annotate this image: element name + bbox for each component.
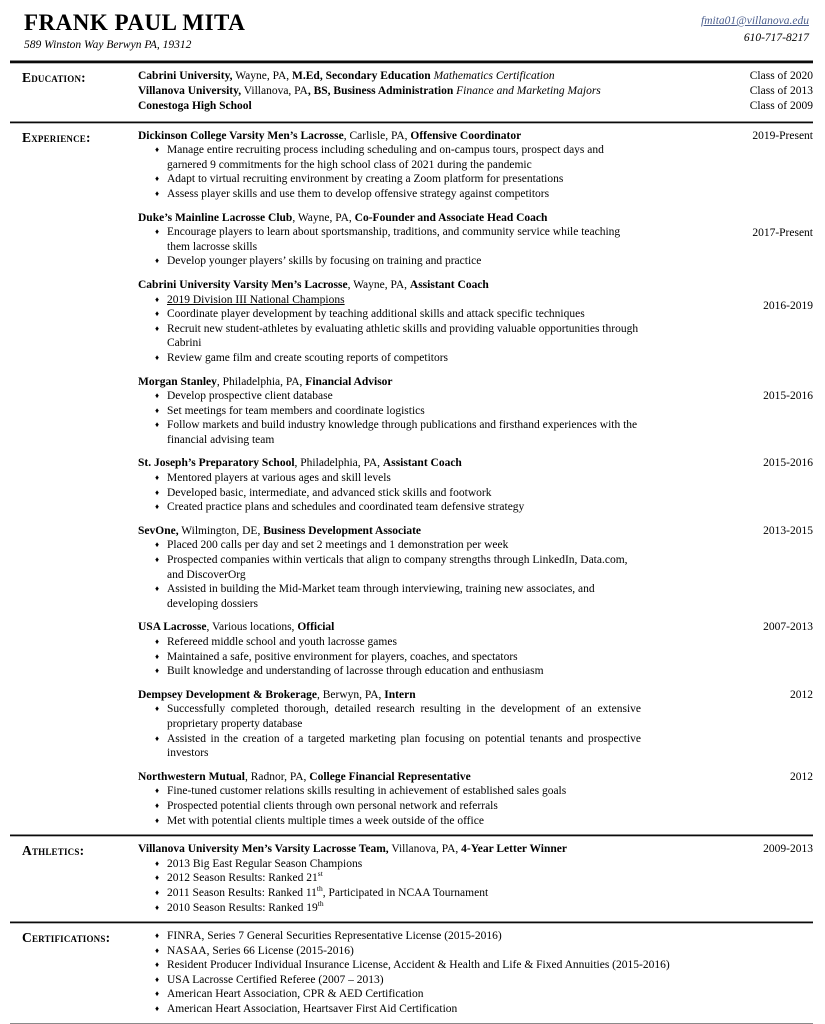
text-segment: Assisted in building the Mid-Market team through interviewing, training new associates, and developing dossiers	[167, 583, 595, 610]
text-segment: Offensive Coordinator	[410, 129, 522, 142]
text-segment: USA Lacrosse	[138, 621, 207, 634]
bullet-text	[167, 958, 813, 973]
text-segment: Dempsey Development & Brokerage	[138, 688, 317, 701]
bullet	[138, 351, 721, 366]
diamond-bullet-icon: ♦	[155, 188, 160, 198]
diamond-bullet-icon: ♦	[155, 902, 160, 912]
text-segment: Mentored players at various ages and skill levels	[167, 472, 391, 485]
bullet	[138, 886, 721, 901]
diamond-bullet-icon: ♦	[155, 887, 160, 897]
certifications-label: Certifications:	[22, 930, 111, 946]
diamond-bullet-icon: ♦	[155, 584, 160, 594]
text-segment: 2011 Season Results: Ranked 11	[167, 886, 317, 899]
bullet	[138, 553, 721, 582]
certification-item	[138, 987, 813, 1002]
text-segment: SevOne,	[138, 524, 179, 537]
experience-jobs	[138, 129, 813, 829]
education-row	[138, 84, 813, 99]
bullet	[138, 293, 721, 308]
job-date: 2015-2016	[763, 457, 813, 470]
bullet	[138, 635, 721, 650]
diamond-bullet-icon: ♦	[155, 227, 160, 237]
bullet-text	[167, 635, 641, 650]
text-segment: Developed basic, intermediate, and advanced stick skills and footwork	[167, 486, 492, 499]
job-date: 2017-Present	[752, 226, 813, 239]
certification-item	[138, 973, 813, 988]
education-rows	[138, 69, 813, 115]
diamond-bullet-icon: ♦	[155, 651, 160, 661]
text-segment: Resident Producer Individual Insurance License, Accident & Health and Life & Fixed Annuities (2015-2016)	[167, 959, 670, 972]
text-segment: 2012 Season Results: Ranked 21	[167, 872, 318, 885]
bullet-text	[167, 553, 641, 582]
text-segment: Review game film and create scouting reports of competitors	[167, 351, 449, 364]
bullet-text	[167, 1002, 813, 1017]
text-segment: Manage entire recruiting process including scheduling and on-campus tours, prospect days and garnered 9 commitments for the high school class of 2021 during the pandemic	[167, 144, 604, 171]
job-main	[138, 375, 721, 448]
diamond-bullet-icon: ♦	[155, 323, 160, 333]
bullet	[138, 898, 721, 916]
job-title	[138, 524, 721, 539]
job-title	[138, 211, 721, 226]
text-segment: Recruit new student-athletes by evaluating athletic skills and providing valuable opportunities through Cabrini	[167, 322, 639, 350]
certification-list	[138, 929, 813, 1017]
diamond-bullet-icon: ♦	[155, 555, 160, 565]
bullet-text	[167, 898, 641, 916]
text-segment: Villanova, PA	[241, 85, 308, 98]
diamond-bullet-icon: ♦	[155, 637, 160, 647]
phone-number: 610-717-8217	[743, 32, 809, 44]
job-main	[138, 620, 721, 678]
diamond-bullet-icon: ♦	[155, 473, 160, 483]
diamond-bullet-icon: ♦	[155, 873, 160, 883]
text-segment: Assistant Coach	[382, 457, 462, 470]
text-segment: Develop prospective client database	[167, 390, 333, 403]
text-segment: th	[317, 898, 324, 908]
text-segment: Successfully completed thorough, detailed research resulting in the development of an extensive proprietary property database	[167, 703, 641, 730]
diamond-bullet-icon: ♦	[155, 858, 160, 868]
job-date: 2012	[790, 770, 813, 783]
athletics-label: Athletics:	[22, 843, 85, 859]
bullet	[138, 254, 721, 269]
text-segment: Met with potential clients multiple times a week outside of the office	[167, 814, 484, 827]
education-label: Education:	[22, 70, 86, 85]
certification-item	[138, 1002, 813, 1017]
bullet	[138, 857, 721, 872]
job-entry	[138, 688, 813, 761]
bullet	[138, 418, 721, 447]
job-entry	[138, 278, 813, 366]
text-segment: Duke’s Mainline Lacrosse Club	[138, 211, 293, 224]
bullet	[138, 187, 721, 202]
bullet	[138, 650, 721, 665]
job-entry	[138, 842, 813, 915]
text-segment: Morgan Stanley	[138, 375, 217, 388]
job-date: 2007-2013	[763, 621, 813, 634]
education-row	[138, 69, 813, 84]
text-segment: M.Ed, Secondary Education	[292, 70, 434, 82]
job-main	[138, 456, 721, 514]
job-main	[138, 842, 721, 915]
header	[10, 8, 813, 60]
diamond-bullet-icon: ♦	[155, 487, 160, 497]
text-segment: , Philadelphia, PA,	[216, 375, 306, 388]
resume-name: FRANK PAUL MITA	[24, 10, 246, 35]
job-date: 2013-2015	[763, 524, 813, 537]
text-segment: Assisted in the creation of a targeted marketing plan focusing on potential tenants and prospective investors	[167, 732, 641, 760]
bullet	[138, 814, 721, 829]
text-segment: Intern	[384, 688, 416, 701]
job-entry	[138, 456, 813, 514]
diamond-bullet-icon: ♦	[155, 989, 160, 999]
text-segment: Villanova University,	[138, 85, 242, 98]
bullet-text	[167, 172, 641, 187]
diamond-bullet-icon: ♦	[155, 309, 160, 319]
bullet-text	[167, 857, 641, 872]
text-segment: Built knowledge and understanding of lacrosse through education and enthusiasm	[167, 665, 544, 678]
bullet	[138, 486, 721, 501]
text-segment: , BS, Business Administration	[307, 85, 457, 98]
job-title	[138, 375, 721, 390]
bullet-text	[167, 307, 641, 322]
bullet-text	[167, 143, 641, 172]
text-segment: Dickinson College Varsity Men’s Lacrosse	[138, 129, 344, 142]
text-segment: Official	[297, 621, 335, 634]
bullet	[138, 471, 721, 486]
certification-item	[138, 958, 813, 973]
text-segment: Assistant Coach	[409, 278, 489, 291]
bullet	[138, 500, 721, 515]
bullet-text	[167, 886, 641, 901]
job-entry	[138, 620, 813, 678]
text-segment: , Philadelphia, PA,	[294, 457, 383, 470]
diamond-bullet-icon: ♦	[155, 960, 160, 970]
job-main	[138, 278, 721, 366]
text-segment: Created practice plans and schedules and coordinated team defensive strategy	[167, 501, 525, 514]
text-segment: Finance and Marketing Majors	[456, 85, 601, 98]
bullet-text	[167, 664, 641, 679]
diamond-bullet-icon: ♦	[155, 931, 160, 941]
bullet	[138, 322, 721, 351]
resume-address: 589 Winston Way Berwyn PA, 19312	[24, 39, 192, 51]
education-row	[138, 99, 813, 114]
diamond-bullet-icon: ♦	[155, 391, 160, 401]
text-segment: Northwestern Mutual	[138, 770, 245, 783]
text-segment: , Carlisle, PA,	[343, 129, 411, 142]
text-segment: Conestoga High School	[138, 100, 252, 113]
text-segment: , Participated in NCAA Tournament	[322, 886, 489, 899]
bullet	[138, 732, 721, 761]
text-segment: Placed 200 calls per day and set 2 meetings and 1 demonstration per week	[167, 539, 509, 552]
job-main	[138, 524, 721, 612]
text-segment: Cabrini University Varsity Men’s Lacrosse	[138, 278, 348, 291]
text-segment: Mathematics Certification	[433, 70, 555, 82]
bullet-text	[167, 389, 641, 404]
diamond-bullet-icon: ♦	[155, 704, 160, 714]
diamond-bullet-icon: ♦	[155, 945, 160, 955]
text-segment: , Wayne, PA,	[292, 211, 355, 224]
text-segment: Wilmington, DE,	[178, 524, 264, 537]
bullet-text	[167, 582, 641, 611]
section-athletics	[10, 837, 813, 921]
text-segment: Develop younger players’ skills by focusing on training and practice	[167, 255, 482, 268]
job-entry	[138, 211, 813, 269]
diamond-bullet-icon: ♦	[155, 174, 160, 184]
job-title	[138, 278, 721, 293]
job-entry	[138, 524, 813, 612]
diamond-bullet-icon: ♦	[155, 733, 160, 743]
bullet	[138, 143, 721, 172]
text-segment: th	[316, 884, 323, 894]
bullet-text	[167, 814, 641, 829]
text-segment: College Financial Representative	[309, 770, 471, 783]
diamond-bullet-icon: ♦	[155, 352, 160, 362]
bullet-text	[167, 799, 641, 814]
bullet	[138, 404, 721, 419]
section-education	[10, 64, 813, 121]
bullet	[138, 538, 721, 553]
diamond-bullet-icon: ♦	[155, 256, 160, 266]
bullet	[138, 307, 721, 322]
job-date: 2009-2013	[763, 843, 813, 856]
diamond-bullet-icon: ♦	[155, 502, 160, 512]
text-segment: , Various locations,	[206, 621, 298, 634]
diamond-bullet-icon: ♦	[155, 540, 160, 550]
section-certifications	[10, 924, 813, 1023]
diamond-bullet-icon: ♦	[155, 800, 160, 810]
bullet-text	[167, 784, 641, 799]
bullet-text	[167, 973, 813, 988]
experience-label: Experience:	[22, 129, 91, 145]
job-title	[138, 842, 721, 857]
diamond-bullet-icon: ♦	[155, 420, 160, 430]
bullet-text	[167, 254, 641, 269]
bullet-text	[167, 702, 641, 731]
text-segment: Adapt to virtual recruiting environment by creating a Zoom platform for presentations	[167, 173, 564, 186]
bullet	[138, 664, 721, 679]
bullet	[138, 172, 721, 187]
education-text	[138, 99, 721, 114]
job-title	[138, 620, 721, 635]
text-segment: FINRA, Series 7 General Securities Representative License (2015-2016)	[167, 930, 502, 943]
job-title	[138, 129, 721, 144]
bullet-text	[167, 538, 641, 553]
bullet	[138, 389, 721, 404]
bullet-text	[167, 929, 813, 944]
text-segment: Assess player skills and use them to develop offensive strategy against competitors	[167, 187, 550, 200]
diamond-bullet-icon: ♦	[155, 974, 160, 984]
job-entry	[138, 770, 813, 828]
bullet-text	[167, 650, 641, 665]
text-segment: Cabrini University,	[138, 70, 233, 82]
bullet-text	[167, 293, 641, 308]
job-entry	[138, 375, 813, 448]
email-link[interactable]: fmita01@villanova.edu	[701, 15, 809, 27]
bullet	[138, 799, 721, 814]
bullet-text	[167, 732, 641, 761]
diamond-bullet-icon: ♦	[155, 786, 160, 796]
text-segment: Coordinate player development by teaching additional skills and attack specific techniques	[167, 308, 585, 321]
bullet-text	[167, 322, 641, 351]
bullet-text	[167, 404, 641, 419]
bullet-text	[167, 187, 641, 202]
certification-item	[138, 944, 813, 959]
job-date: 2016-2019	[763, 299, 813, 312]
diamond-bullet-icon: ♦	[155, 294, 160, 304]
bullet-text	[167, 944, 813, 959]
text-segment: Prospected potential clients through own personal network and referrals	[167, 799, 498, 812]
text-segment: Co-Founder and Associate Head Coach	[354, 211, 548, 224]
text-segment: Follow markets and build industry knowledge through publications and firsthand experiences with the financial advising team	[167, 419, 638, 446]
text-segment: NASAA, Series 66 License (2015-2016)	[167, 944, 354, 957]
bullet-text	[167, 351, 641, 366]
text-segment: , Berwyn, PA,	[316, 688, 385, 701]
bullet-text	[167, 500, 641, 515]
job-entry	[138, 129, 813, 202]
text-segment: Encourage players to learn about sportsmanship, traditions, and community service while teaching them lacrosse skills	[167, 226, 621, 253]
job-date: 2012	[790, 688, 813, 701]
job-main	[138, 770, 721, 828]
text-segment: 2019 Division III National Champions	[167, 293, 345, 306]
text-segment: Wayne, PA,	[232, 70, 293, 82]
text-segment: , Wayne, PA,	[347, 278, 410, 291]
education-date: Class of 2020	[749, 70, 813, 82]
diamond-bullet-icon: ♦	[155, 815, 160, 825]
education-text	[138, 84, 721, 99]
education-date: Class of 2009	[749, 100, 813, 113]
header-right	[701, 10, 809, 60]
bullet	[138, 225, 721, 254]
job-title	[138, 770, 721, 785]
text-segment: Villanova, PA,	[388, 843, 462, 856]
text-segment: Business Development Associate	[263, 524, 422, 537]
bullet	[138, 702, 721, 731]
bullet-text	[167, 871, 641, 886]
text-segment: American Heart Association, Heartsaver First Aid Certification	[167, 1003, 458, 1016]
text-segment: , Radnor, PA,	[245, 770, 310, 783]
text-segment: 4-Year Letter Winner	[461, 843, 567, 856]
bullet-text	[167, 471, 641, 486]
text-segment: American Heart Association, CPR & AED Certification	[167, 988, 424, 1001]
header-left	[24, 10, 245, 60]
text-segment: Financial Advisor	[305, 375, 393, 388]
text-segment: 2013 Big East Regular Season Champions	[167, 857, 363, 870]
diamond-bullet-icon: ♦	[155, 1004, 160, 1014]
job-date: 2015-2016	[763, 389, 813, 402]
text-segment: Set meetings for team members and coordinate logistics	[167, 404, 425, 417]
text-segment: Refereed middle school and youth lacrosse games	[167, 636, 397, 649]
text-segment: Prospected companies within verticals that align to company strengths through LinkedIn, Data.com, and DiscoverOrg	[167, 554, 628, 581]
bullet-text	[167, 418, 641, 447]
text-segment: USA Lacrosse Certified Referee (2007 – 2013)	[167, 973, 384, 986]
text-segment: St. Joseph’s Preparatory School	[138, 457, 295, 470]
education-text	[138, 69, 721, 84]
job-main	[138, 129, 721, 202]
text-segment: Villanova University Men’s Varsity Lacrosse Team,	[138, 843, 389, 856]
diamond-bullet-icon: ♦	[155, 145, 160, 155]
job-date: 2019-Present	[752, 129, 813, 142]
bullet	[138, 582, 721, 611]
text-segment: st	[317, 869, 323, 879]
text-segment: Fine-tuned customer relations skills resulting in achievement of established sales goals	[167, 785, 567, 798]
job-title	[138, 688, 721, 703]
bullet-text	[167, 486, 641, 501]
job-title	[138, 456, 721, 471]
education-date: Class of 2013	[749, 85, 813, 98]
bullet-text	[167, 225, 641, 254]
diamond-bullet-icon: ♦	[155, 666, 160, 676]
job-main	[138, 211, 721, 269]
bullet-text	[167, 987, 813, 1002]
text-segment: 2010 Season Results: Ranked 19	[167, 901, 318, 914]
diamond-bullet-icon: ♦	[155, 405, 160, 415]
certification-item	[138, 929, 813, 944]
bullet	[138, 871, 721, 886]
athletics-jobs	[138, 842, 813, 915]
job-main	[138, 688, 721, 761]
section-experience	[10, 124, 813, 835]
text-segment: Maintained a safe, positive environment for players, coaches, and spectators	[167, 650, 518, 663]
bullet	[138, 784, 721, 799]
